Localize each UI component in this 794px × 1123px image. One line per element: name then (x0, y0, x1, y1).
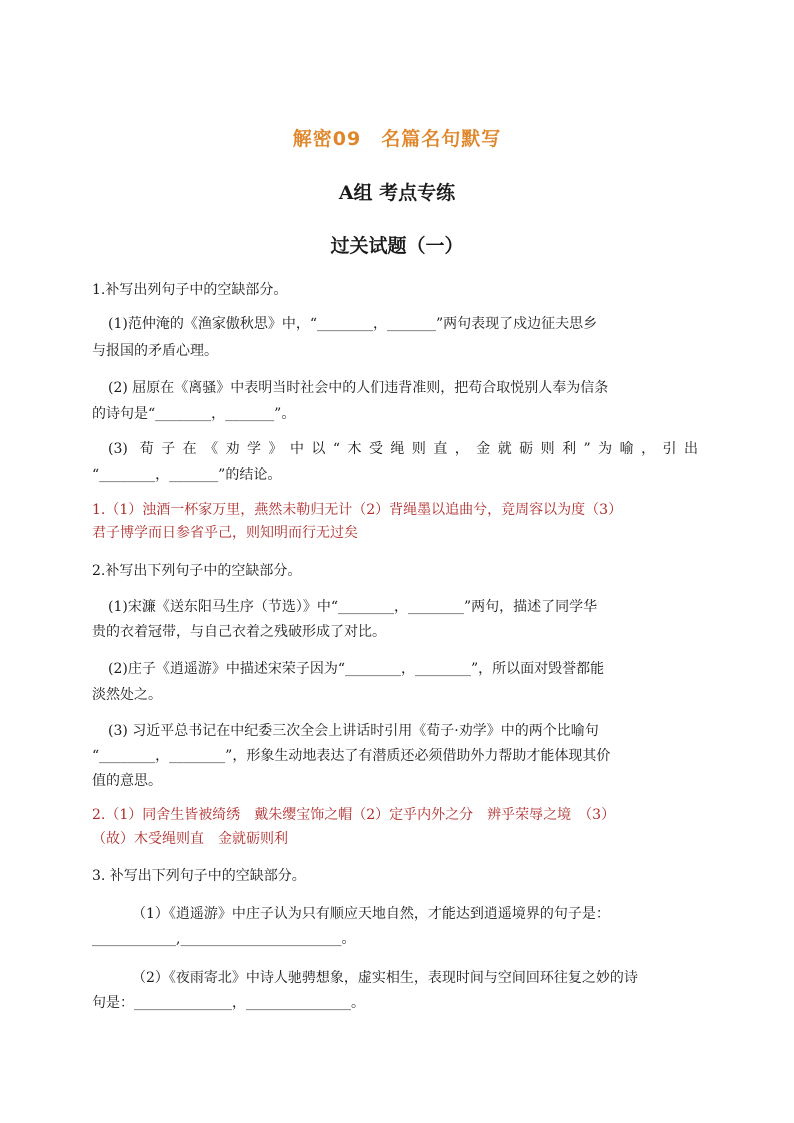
section-heading: 过关试题（一） (330, 235, 464, 257)
question-2-sub2-line1: (2)庄子《逍遥游》中描述宋荣子因为“________，________”，所以面对毁誉都能 (108, 661, 605, 677)
question-1-sub2-line1: (2) 屈原在《离骚》中表明当时社会中的人们违背准则，把苟合取悦别人奉为信条 (108, 380, 609, 396)
question-3-sub2-line1: （2）《夜雨寄北》中诗人驰骋想象，虚实相生，表现时间与空间回环往复之妙的诗 (132, 970, 638, 986)
group-heading: A组 考点专练 (338, 182, 456, 204)
question-3-stem: 3. 补写出下列句子中的空缺部分。 (92, 868, 306, 884)
question-2-stem: 2.补写出下列句子中的空缺部分。 (92, 563, 302, 579)
question-1-sub3-line2: “________，_______”的结论。 (92, 467, 282, 483)
question-2-sub2-line2: 淡然处之。 (92, 687, 162, 703)
question-2-sub3-line1: (3) 习近平总书记在中纪委三次全会上讲话时引用《荀子·劝学》中的两个比喻句 (108, 723, 599, 739)
question-3-sub1-line2: ____________,_______________________。 (92, 931, 356, 947)
document-title: 解密09 名篇名句默写 (292, 128, 502, 150)
question-1-sub1-line1: (1)范仲淹的《渔家傲秋思》中，“________，_______”两句表现了戍边征夫思乡 (108, 316, 598, 332)
question-2-answer-line1: 2.（1）同舍生皆被绮绣 戴朱缨宝饰之帽（2）定乎内外之分 辨乎荣辱之境 （3） (92, 807, 616, 823)
question-3-sub2-line2: 句是：______________，_______________。 (92, 995, 365, 1011)
question-1-sub3-line1: (3) 荀子在《劝学》中以“木受绳则直，金就砺则利”为喻，引出 (108, 441, 698, 457)
question-3-sub1-line1: （1）《逍遥游》中庄子认为只有顺应天地自然，才能达到逍遥境界的句子是： (132, 906, 610, 922)
question-2-sub3-line2: “________，________”，形象生动地表达了有潜质还必须借助外力帮助才能体现其价 (92, 748, 611, 764)
question-1-sub1-line2: 与报国的矛盾心理。 (92, 343, 218, 359)
question-2-answer-line2: （故）木受绳则直 金就砺则利 (92, 831, 288, 847)
question-1-answer-line2: 君子博学而日参省乎己，则知明而行无过矣 (92, 525, 358, 541)
question-1-stem: 1.补写出列句子中的空缺部分。 (92, 282, 288, 298)
question-2-sub1-line2: 贵的衣着冠带，与自己衣着之残破形成了对比。 (92, 624, 386, 640)
question-1-sub2-line2: 的诗句是“________，_______”。 (92, 406, 296, 422)
question-2-sub1-line1: (1)宋濂《送东阳马生序（节选）》中“________，________”两句，描述了同学华 (108, 599, 598, 615)
question-2-sub3-line3: 值的意思。 (92, 773, 162, 789)
question-1-answer-line1: 1.（1）浊酒一杯家万里，燕然未勒归无计（2）背绳墨以追曲兮，竞周容以为度（3） (92, 502, 623, 518)
